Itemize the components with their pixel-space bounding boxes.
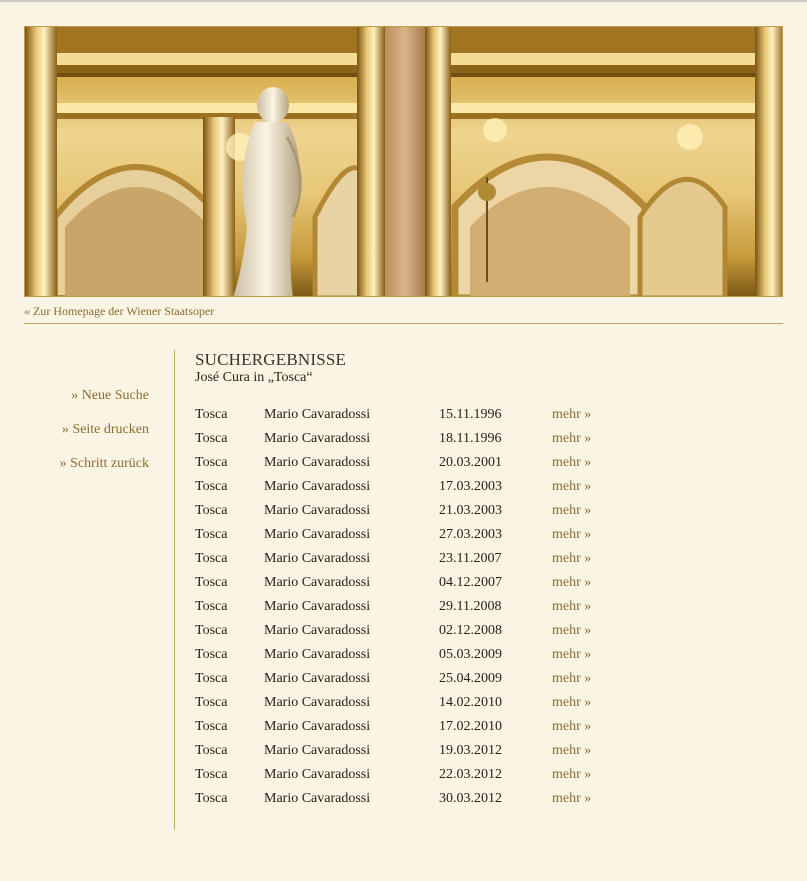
page-subtitle: José Cura in „Tosca“	[195, 370, 313, 385]
result-role: Mario Cavaradossi	[264, 479, 371, 494]
result-more-link[interactable]: mehr »	[552, 479, 592, 494]
result-work: Tosca	[195, 575, 228, 590]
result-date: 22.03.2012	[439, 767, 502, 782]
sidebar-divider	[174, 350, 175, 830]
result-role: Mario Cavaradossi	[264, 407, 371, 422]
result-role: Mario Cavaradossi	[264, 551, 371, 566]
result-date: 05.03.2009	[439, 647, 502, 662]
result-row	[195, 523, 615, 547]
result-row	[195, 691, 615, 715]
result-role: Mario Cavaradossi	[264, 743, 371, 758]
result-work: Tosca	[195, 695, 228, 710]
result-more-link[interactable]: mehr »	[552, 671, 592, 686]
result-date: 15.11.1996	[439, 407, 502, 422]
header-banner-image	[24, 26, 783, 297]
result-work: Tosca	[195, 431, 228, 446]
result-date: 14.02.2010	[439, 695, 502, 710]
sidebar-item-step-back[interactable]: » Schritt zurück	[59, 456, 149, 471]
result-date: 21.03.2003	[439, 503, 502, 518]
result-work: Tosca	[195, 719, 228, 734]
result-more-link[interactable]: mehr »	[552, 623, 592, 638]
result-role: Mario Cavaradossi	[264, 719, 371, 734]
result-row	[195, 763, 615, 787]
result-role: Mario Cavaradossi	[264, 599, 371, 614]
result-row	[195, 595, 615, 619]
result-work: Tosca	[195, 479, 228, 494]
result-role: Mario Cavaradossi	[264, 695, 371, 710]
result-row	[195, 451, 615, 475]
result-more-link[interactable]: mehr »	[552, 407, 592, 422]
result-role: Mario Cavaradossi	[264, 431, 371, 446]
result-row	[195, 499, 615, 523]
result-date: 18.11.1996	[439, 431, 502, 446]
top-border	[0, 0, 807, 2]
result-work: Tosca	[195, 743, 228, 758]
result-more-link[interactable]: mehr »	[552, 503, 592, 518]
result-more-link[interactable]: mehr »	[552, 743, 592, 758]
result-row	[195, 643, 615, 667]
result-more-link[interactable]: mehr »	[552, 719, 592, 734]
result-row	[195, 667, 615, 691]
result-more-link[interactable]: mehr »	[552, 647, 592, 662]
result-date: 04.12.2007	[439, 575, 502, 590]
result-work: Tosca	[195, 623, 228, 638]
result-date: 17.02.2010	[439, 719, 502, 734]
result-role: Mario Cavaradossi	[264, 791, 371, 806]
result-more-link[interactable]: mehr »	[552, 431, 592, 446]
result-row	[195, 475, 615, 499]
result-more-link[interactable]: mehr »	[552, 599, 592, 614]
result-work: Tosca	[195, 671, 228, 686]
result-date: 17.03.2003	[439, 479, 502, 494]
result-row	[195, 619, 615, 643]
result-date: 27.03.2003	[439, 527, 502, 542]
result-role: Mario Cavaradossi	[264, 455, 371, 470]
result-work: Tosca	[195, 767, 228, 782]
result-more-link[interactable]: mehr »	[552, 455, 592, 470]
result-work: Tosca	[195, 455, 228, 470]
homepage-link[interactable]: « Zur Homepage der Wiener Staatsoper	[24, 304, 215, 318]
sidebar-item-print-page[interactable]: » Seite drucken	[61, 422, 149, 437]
result-date: 25.04.2009	[439, 671, 502, 686]
page-title: SUCHERGEBNISSE	[195, 350, 347, 369]
result-work: Tosca	[195, 599, 228, 614]
result-work: Tosca	[195, 551, 228, 566]
result-work: Tosca	[195, 503, 228, 518]
result-role: Mario Cavaradossi	[264, 623, 371, 638]
result-row	[195, 403, 615, 427]
result-role: Mario Cavaradossi	[264, 671, 371, 686]
result-date: 29.11.2008	[439, 599, 502, 614]
result-date: 20.03.2001	[439, 455, 502, 470]
result-more-link[interactable]: mehr »	[552, 575, 592, 590]
opera-interior-illustration	[25, 27, 783, 297]
header-divider	[24, 323, 783, 324]
results-list	[195, 403, 615, 811]
result-row	[195, 739, 615, 763]
sidebar-item-new-search[interactable]: » Neue Suche	[71, 388, 149, 403]
result-date: 30.03.2012	[439, 791, 502, 806]
result-role: Mario Cavaradossi	[264, 503, 371, 518]
result-row	[195, 571, 615, 595]
result-more-link[interactable]: mehr »	[552, 551, 592, 566]
result-role: Mario Cavaradossi	[264, 767, 371, 782]
result-role: Mario Cavaradossi	[264, 575, 371, 590]
result-work: Tosca	[195, 791, 228, 806]
result-date: 23.11.2007	[439, 551, 502, 566]
result-more-link[interactable]: mehr »	[552, 791, 592, 806]
result-row	[195, 427, 615, 451]
result-work: Tosca	[195, 647, 228, 662]
result-work: Tosca	[195, 407, 228, 422]
result-date: 02.12.2008	[439, 623, 502, 638]
result-more-link[interactable]: mehr »	[552, 527, 592, 542]
result-row	[195, 715, 615, 739]
result-role: Mario Cavaradossi	[264, 527, 371, 542]
result-row	[195, 787, 615, 811]
result-date: 19.03.2012	[439, 743, 502, 758]
result-role: Mario Cavaradossi	[264, 647, 371, 662]
result-more-link[interactable]: mehr »	[552, 695, 592, 710]
sidebar-nav	[60, 384, 149, 486]
result-work: Tosca	[195, 527, 228, 542]
result-more-link[interactable]: mehr »	[552, 767, 592, 782]
result-row	[195, 547, 615, 571]
